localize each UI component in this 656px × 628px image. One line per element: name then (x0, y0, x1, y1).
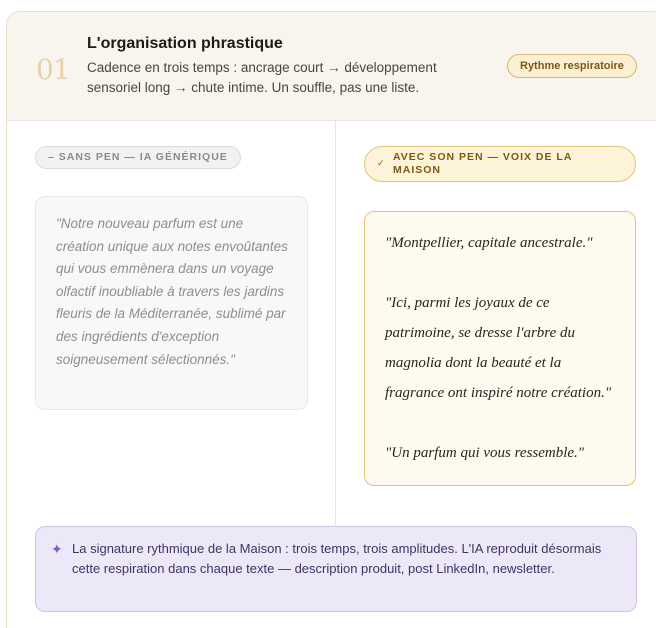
column-divider (335, 121, 336, 526)
brand-voice-label (364, 146, 636, 182)
generic-ai-label: – SANS PEN — IA GÉNÉRIQUE (35, 146, 241, 169)
rhythm-badge: Rythme respiratoire (507, 54, 637, 78)
signature-callout (35, 526, 637, 612)
brand-quote-line: "Un parfum qui vous ressemble." (385, 445, 585, 461)
section-description: Cadence en trois temps : ancrage court → développement sensoriel long → chute intime. Un souffle, pas une liste. (87, 60, 437, 95)
step-number: 01 (36, 53, 70, 86)
brand-quote-line: "Ici, parmi les joyaux de ce patrimoine, se dresse l'arbre du magnolia dont la beauté et la fragrance ont inspiré notre création." (385, 295, 612, 401)
brand-voice-label-text: AVEC SON PEN — VOIX DE LA MAISON (393, 151, 573, 176)
sparkle-icon: ✦ (51, 541, 63, 557)
check-icon: ✓ (377, 158, 386, 168)
brand-quote-line: "Montpellier, capitale ancestrale." (385, 235, 593, 251)
brand-voice-quote (364, 211, 636, 486)
card-header (7, 12, 656, 121)
signature-text: La signature rythmique de la Maison : trois temps, trois amplitudes. L'IA reproduit désormais cette respiration dans chaque texte — description produit, post LinkedIn, newsletter. (72, 541, 602, 576)
comparison-card (6, 11, 656, 628)
section-title: L'organisation phrastique (87, 35, 283, 52)
generic-ai-quote: "Notre nouveau parfum est une création unique aux notes envoûtantes qui vous emmènera dans un voyage olfactif inoubliable à travers les jardins fleuris de la Méditerranée, sublimé par des ingrédients d'exception soigneusement sélectionnés." (35, 196, 308, 410)
